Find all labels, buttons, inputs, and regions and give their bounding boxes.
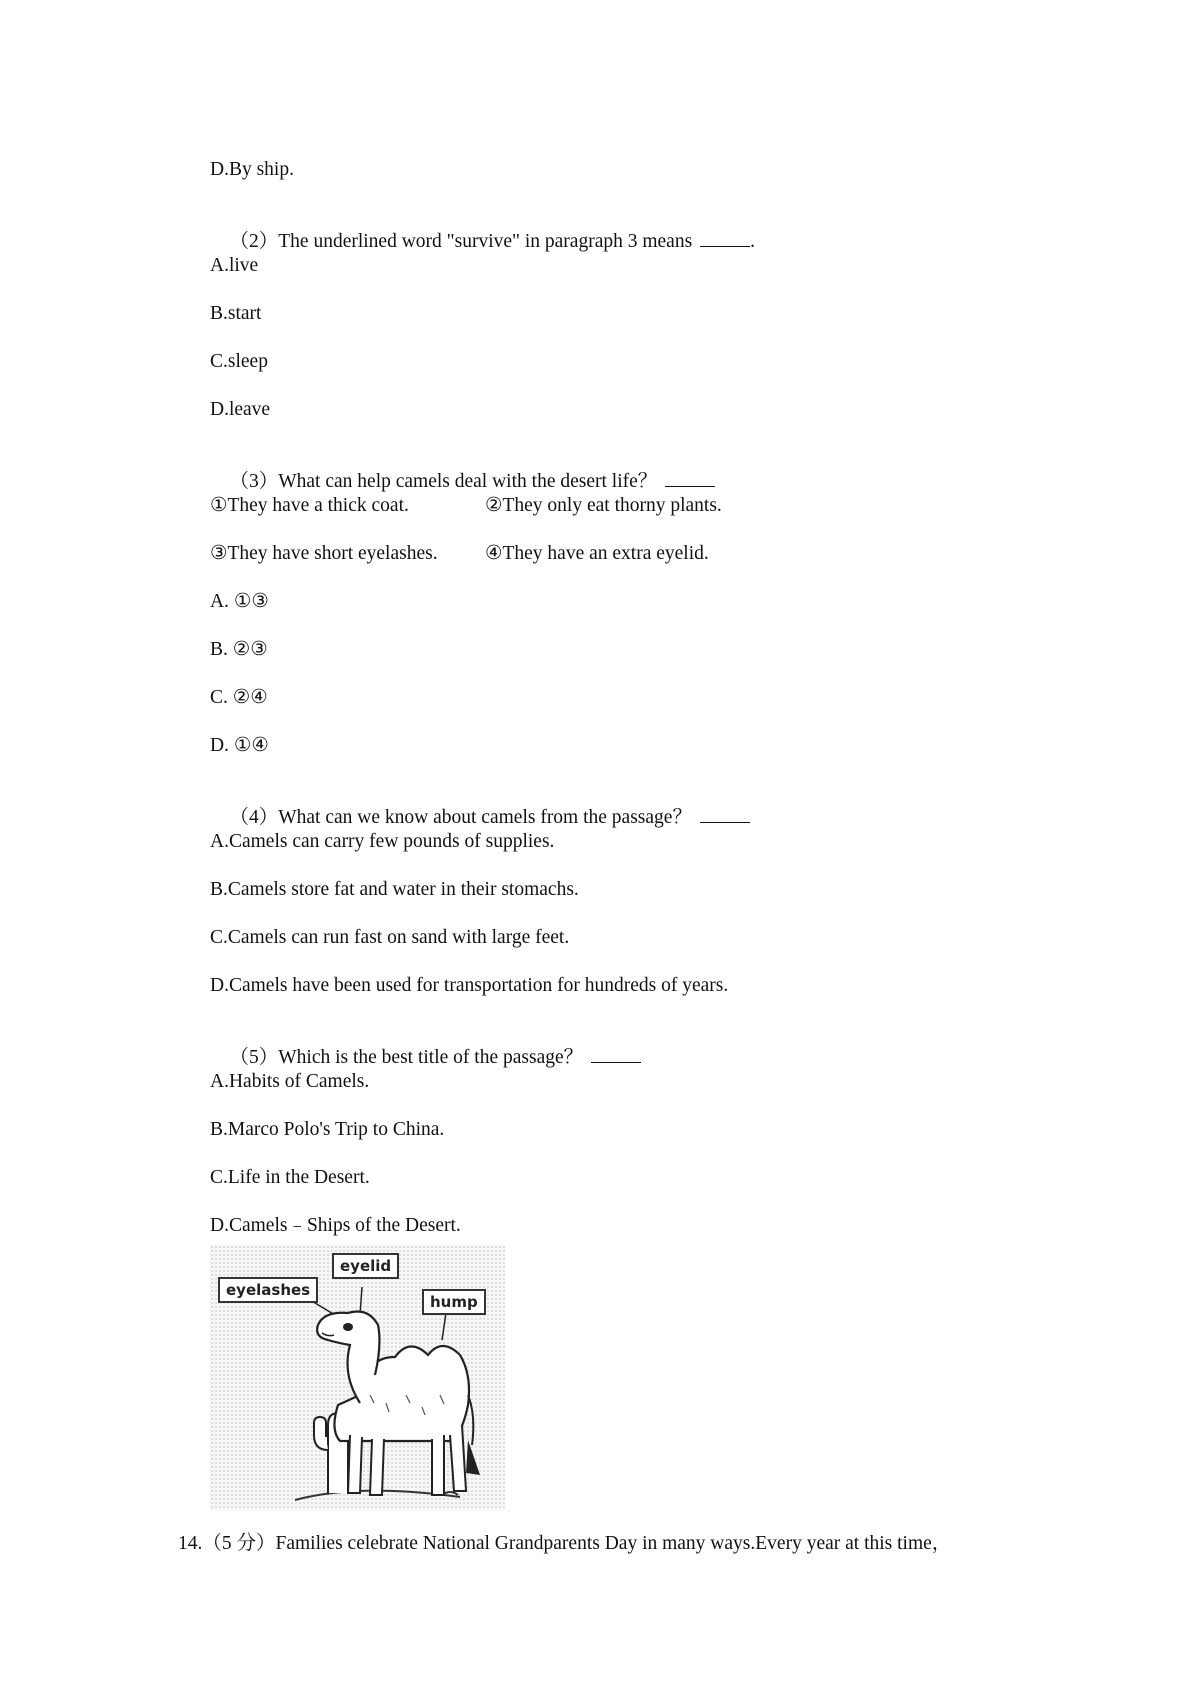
option-c: C. ②④	[210, 687, 268, 708]
option-d: D.leave	[210, 399, 271, 420]
option-c: C.Camels can run fast on sand with large feet.	[210, 927, 570, 948]
label-hump: hump	[422, 1289, 486, 1315]
camel-illustration	[210, 1245, 505, 1510]
option-a: A. ①③	[210, 591, 269, 612]
option-b: B.Camels store fat and water in their stomachs.	[210, 879, 579, 900]
period: .	[750, 231, 756, 252]
statement-2: ②They only eat thorny plants.	[485, 495, 722, 516]
answer-blank	[591, 1046, 641, 1063]
option-b: B. ②③	[210, 639, 268, 660]
option-c: C.sleep	[210, 351, 268, 372]
label-eyelid: eyelid	[332, 1253, 399, 1279]
option-a: A.Habits of Camels.	[210, 1071, 370, 1092]
question-2	[210, 206, 755, 278]
option-a: A.live	[210, 255, 259, 276]
question-3-text: （3）What can help camels deal with the desert life？	[229, 471, 658, 492]
option-d: D. ①④	[210, 735, 269, 756]
option-a: A.Camels can carry few pounds of supplies.	[210, 831, 555, 852]
label-eyelashes: eyelashes	[218, 1277, 318, 1303]
question-14: 14.（5 分）Families celebrate National Grandparents Day in many ways.Every year at this time，	[178, 1533, 952, 1554]
statement-4: ④They have an extra eyelid.	[485, 543, 709, 564]
statement-1: ①They have a thick coat.	[210, 495, 409, 516]
option-c: C.Life in the Desert.	[210, 1167, 370, 1188]
statement-3: ③They have short eyelashes.	[210, 543, 438, 564]
question-5-text: （5）Which is the best title of the passage？	[229, 1047, 584, 1068]
option-d-ship: D.By ship.	[210, 159, 294, 180]
answer-blank	[700, 806, 750, 823]
question-2-text: （2）The underlined word "survive" in paragraph 3 means	[229, 231, 693, 252]
option-d: D.Camels have been used for transportation for hundreds of years.	[210, 975, 729, 996]
answer-blank	[700, 230, 750, 247]
question-4-text: （4）What can we know about camels from the passage？	[229, 807, 692, 828]
answer-blank	[665, 470, 715, 487]
option-b: B.Marco Polo's Trip to China.	[210, 1119, 445, 1140]
option-d: D.Camels﹣Ships of the Desert.	[210, 1215, 461, 1236]
option-b: B.start	[210, 303, 262, 324]
